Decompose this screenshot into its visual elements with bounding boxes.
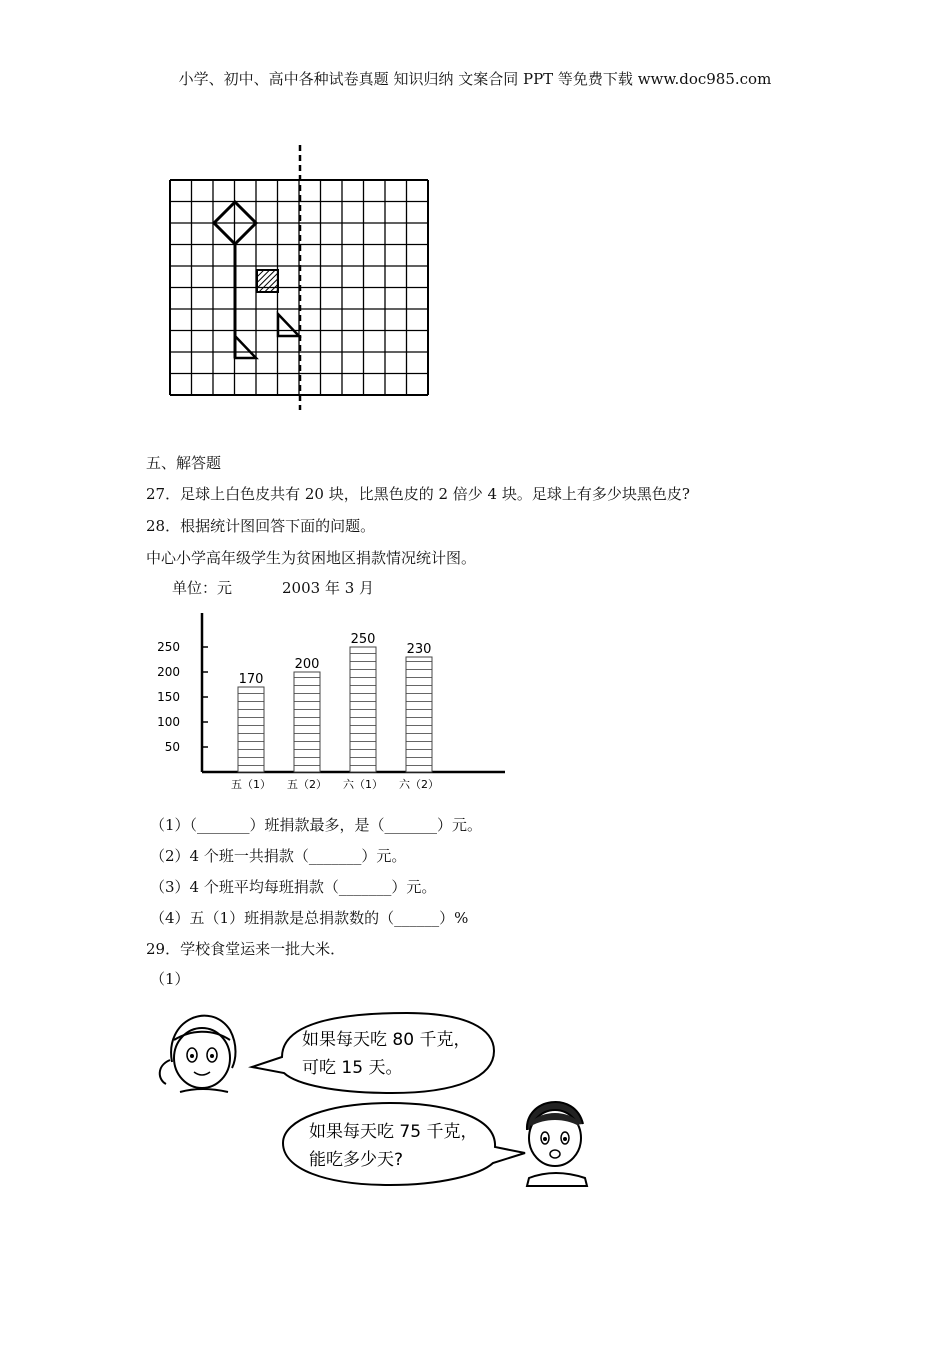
x-category-label: 六（1） <box>343 778 383 791</box>
y-tick-label: 50 <box>164 740 180 754</box>
page-header: 小学、初中、高中各种试卷真题 知识归纳 文案合同 PPT 等免费下载 www.doc985.com <box>178 70 772 88</box>
symmetry-grid-figure <box>150 140 450 420</box>
question-29-sub1: （1） <box>150 970 190 988</box>
y-tick-label: 250 <box>157 640 180 654</box>
bar-value-label: 200 <box>294 657 320 672</box>
chart-title: 中心小学高年级学生为贫困地区捐款情况统计图。 <box>146 549 477 567</box>
girl-bubble-line1: 如果每天吃 80 千克， <box>302 1030 471 1050</box>
girl-illustration <box>150 1000 250 1100</box>
question-29: 29．学校食堂运来一批大米． <box>146 940 346 958</box>
y-tick-label: 100 <box>157 715 180 729</box>
donation-bar-chart <box>150 605 510 795</box>
question-28: 28．根据统计图回答下面的问题。 <box>146 517 376 535</box>
boy-illustration <box>515 1090 595 1190</box>
question-27: 27．足球上白色皮共有 20 块，比黑色皮的 2 倍少 4 块。足球上有多少块黑色皮? <box>146 485 690 503</box>
bar-value-label: 250 <box>350 632 376 647</box>
triangle-upper <box>278 314 299 336</box>
triangle-lower <box>235 336 256 358</box>
bar-value-label: 170 <box>238 672 264 687</box>
section-title: 五、解答题 <box>146 454 222 472</box>
boy-bubble-line2: 能吃多少天? <box>309 1150 404 1170</box>
question-28-sub2: （2）4 个班一共捐款（_______）元。 <box>150 847 407 865</box>
bar <box>238 687 264 772</box>
question-28-sub4: （4）五（1）班捐款是总捐款数的（______）% <box>150 909 469 927</box>
bar <box>350 647 376 772</box>
girl-speech-bubble <box>242 1005 502 1105</box>
x-category-label: 五（2） <box>287 778 327 791</box>
date-label: 2003 年 3 月 <box>282 579 375 597</box>
bar-value-label: 230 <box>406 642 432 657</box>
bar <box>406 657 432 772</box>
x-category-label: 六（2） <box>399 778 439 791</box>
bar <box>294 672 320 772</box>
y-tick-label: 200 <box>157 665 180 679</box>
y-tick-label: 150 <box>157 690 180 704</box>
girl-bubble-line2: 可吃 15 天。 <box>302 1058 403 1078</box>
hatched-square <box>257 270 278 292</box>
boy-speech-bubble <box>275 1093 535 1193</box>
unit-label: 单位：元 <box>172 579 233 597</box>
boy-bubble-line1: 如果每天吃 75 千克， <box>309 1122 478 1142</box>
question-28-sub3: （3）4 个班平均每班捐款（_______）元。 <box>150 878 437 896</box>
question-28-sub1: （1）（_______）班捐款最多，是（_______）元。 <box>150 816 483 834</box>
x-category-label: 五（1） <box>231 778 271 791</box>
